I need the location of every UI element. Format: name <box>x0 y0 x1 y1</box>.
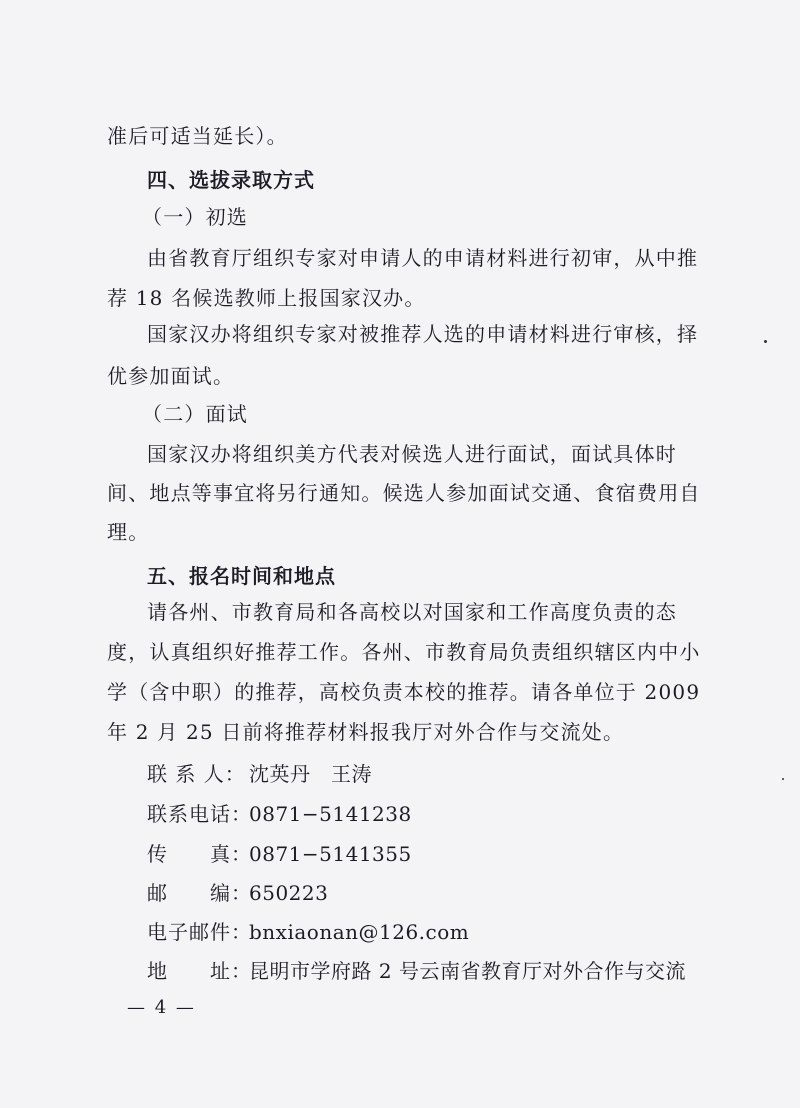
text-line: 荐 18 名候选教师上报国家汉办。 <box>107 286 426 310</box>
text-line: 优参加面试。 <box>107 364 235 388</box>
contact-value: 沈英丹 王涛 <box>249 762 372 786</box>
contact-value: 0871−5141355 <box>249 842 412 866</box>
page-number: — 4 — <box>127 997 196 1018</box>
text-line: 国家汉办将组织美方代表对候选人进行面试，面试具体时 <box>147 442 677 466</box>
contact-value: 昆明市学府路 2 号云南省教育厅对外合作与交流 <box>249 959 686 983</box>
contact-label: 传 真： <box>147 842 252 866</box>
contact-fax <box>147 840 412 868</box>
contact-person <box>147 760 372 788</box>
contact-label: 联 系 人： <box>147 762 246 786</box>
contact-address <box>147 957 686 985</box>
text-line: 度，认真组织好推荐工作。各州、市教育局负责组织辖区内中小 <box>107 640 701 664</box>
contact-postcode <box>147 879 328 907</box>
text-line: 学（含中职）的推荐，高校负责本校的推荐。请各单位于 2009 <box>107 680 701 704</box>
contact-label: 联系电话： <box>147 802 252 826</box>
contact-phone <box>147 800 412 828</box>
contact-label: 邮 编： <box>147 881 252 905</box>
text-line: 理。 <box>107 520 150 544</box>
text-line: 间、地点等事宜将另行通知。候选人参加面试交通、食宿费用自 <box>107 481 701 505</box>
subsection-heading-1: （一）初选 <box>142 205 248 229</box>
section-heading-4: 四、选拔录取方式 <box>147 168 315 192</box>
scan-speck <box>782 778 784 780</box>
text-line: 年 2 月 25 日前将推荐材料报我厅对外合作与交流处。 <box>107 720 625 744</box>
text-line: 准后可适当延长）。 <box>107 124 288 148</box>
scan-speck <box>764 340 767 343</box>
contact-email <box>147 918 469 946</box>
text-line: 由省教育厅组织专家对申请人的申请材料进行初审，从中推 <box>147 246 699 270</box>
text-line: 请各州、市教育局和各高校以对国家和工作高度负责的态 <box>147 600 677 624</box>
contact-label: 电子邮件： <box>147 920 252 944</box>
section-heading-5: 五、报名时间和地点 <box>147 564 336 588</box>
contact-value: bnxiaonan@126.com <box>249 920 470 944</box>
contact-value: 650223 <box>249 881 329 905</box>
contact-value: 0871−5141238 <box>249 802 412 826</box>
text-line: 国家汉办将组织专家对被推荐人选的申请材料进行审核，择 <box>147 322 699 346</box>
subsection-heading-2: （二）面试 <box>142 402 248 426</box>
contact-label: 地 址： <box>147 959 252 983</box>
